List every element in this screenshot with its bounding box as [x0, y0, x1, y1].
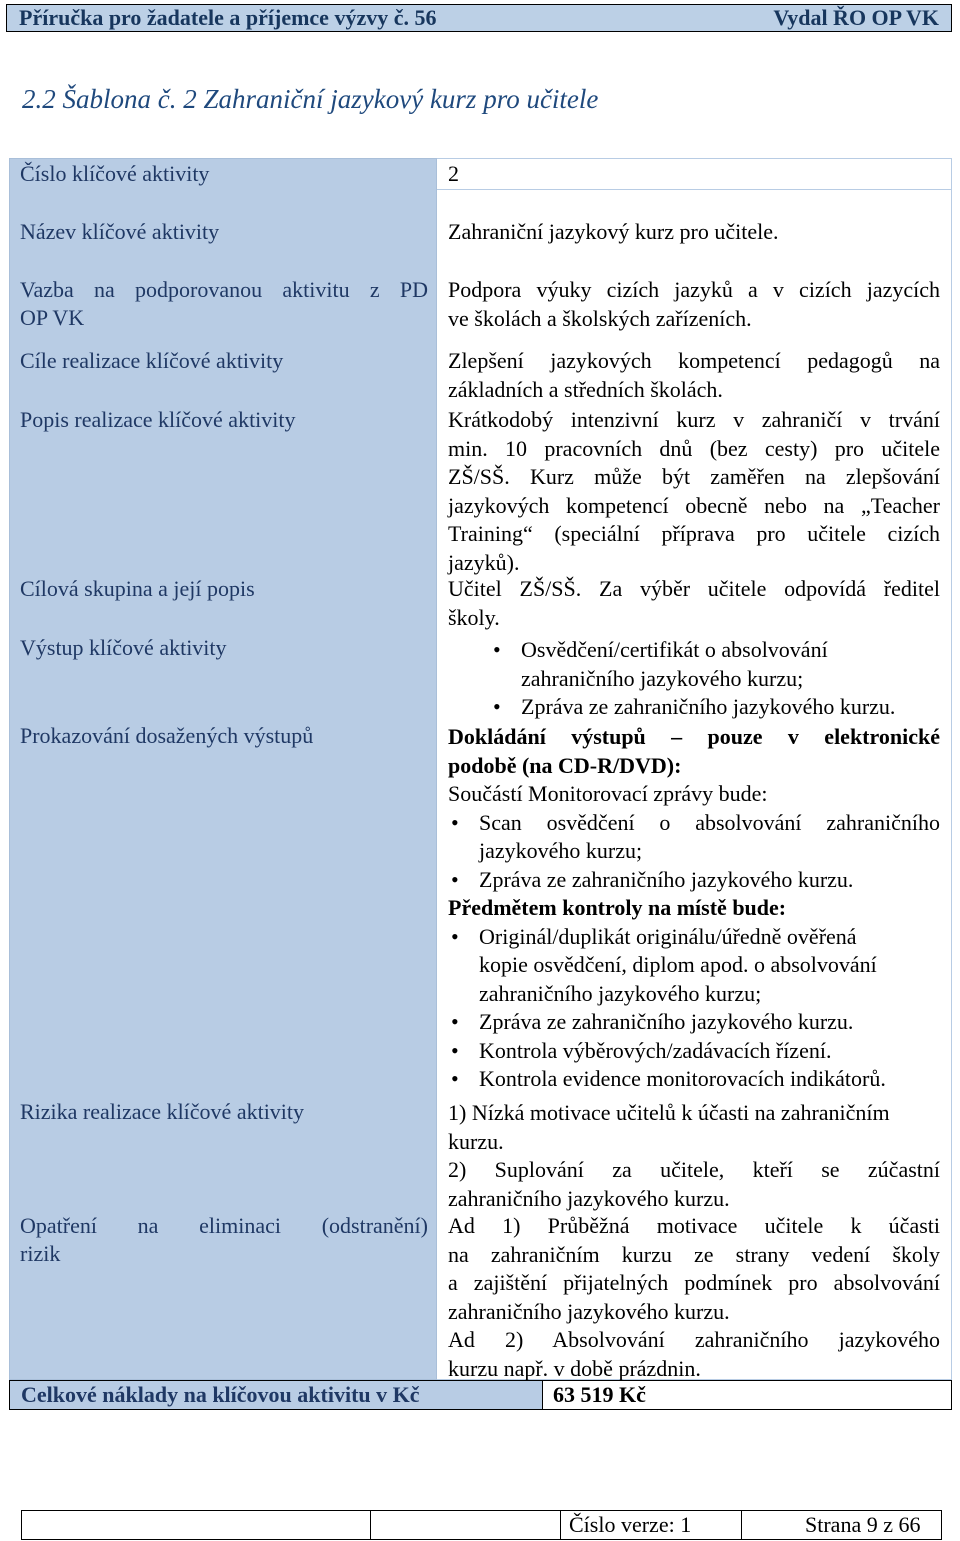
total-cost-row — [9, 1380, 952, 1410]
list-item: • Kontrola výběrových/zadávacích řízení. — [479, 1037, 940, 1066]
section-title: 2.2 Šablona č. 2 Zahraniční jazykový kurz pro učitele — [22, 84, 599, 114]
row-value-rizika: 1) Nízká motivace učitelů k účasti na zahraničním kurzu. 2) Suplování za učitele, kteří se zúčastní zahraničního jazykového kurzu. — [448, 1100, 940, 1211]
total-cost-value: 63 519 Kč — [553, 1382, 646, 1407]
header-publisher: Vydal ŘO OP VK — [773, 5, 939, 30]
list-item: • Zpráva ze zahraničního jazykového kurzu. — [479, 866, 940, 895]
total-cost-label: Celkové náklady na klíčovou aktivitu v Kč — [10, 1381, 543, 1409]
row-label-rizika: Rizika realizace klíčové aktivity — [20, 1099, 305, 1124]
row-label-vystup: Výstup klíčové aktivity — [20, 635, 227, 660]
row-label-cile: Cíle realizace klíčové aktivity — [20, 348, 284, 373]
row-label-cislo: Číslo klíčové aktivity — [20, 161, 210, 186]
row-label-prokazovani: Prokazování dosažených výstupů — [20, 723, 314, 748]
row-label-cilova: Cílová skupina a její popis — [20, 576, 255, 601]
row-value-vazba: Podpora výuky cizích jazyků a v cizích jazycích ve školách a školských zařízeních. — [448, 277, 940, 331]
footer-version: Číslo verze: 1 — [569, 1512, 692, 1537]
list-item: • Originál/duplikát originálu/úředně ověřená kopie osvědčení, diplom apod. o absolvování zahraničního jazykového kurzu; — [479, 923, 940, 1009]
row-value-cile: Zlepšení jazykových kompetencí pedagogů na základních a středních školách. — [448, 348, 940, 402]
header-title: Příručka pro žadatele a příjemce výzvy č. 56 — [19, 5, 437, 30]
list-item: • Osvědčení/certifikát o absolvování zahraničního jazykového kurzu; — [521, 636, 941, 693]
row-value-opatreni: Ad 1) Průběžná motivace učitele k účasti na zahraničním kurzu ze strany vedení školy a zajištění přijatelných podmínek pro absolvování zahraničního jazykového kurzu. Ad 2) Absolvování zahraničního jazykového kurzu např. v době prázdnin. — [448, 1213, 940, 1381]
document-header — [6, 4, 952, 32]
activity-table — [9, 158, 952, 1410]
page-footer — [21, 1510, 942, 1540]
row-value-cislo: 2 — [448, 161, 459, 186]
row-label-popis: Popis realizace klíčové aktivity — [20, 407, 296, 432]
label-column — [9, 158, 437, 1380]
row-value-vystup — [521, 636, 941, 722]
row-label-nazev: Název klíčové aktivity — [20, 219, 220, 244]
footer-cell — [371, 1511, 561, 1539]
footer-page-number: Strana 9 z 66 — [805, 1512, 921, 1537]
row-label-opatreni: Opatření na eliminaci (odstranění) rizik — [20, 1213, 428, 1266]
row-value-prokazovani: Dokládání výstupů – pouze v elektronické podobě (na CD-R/DVD): Součástí Monitorovací zprávy bude: • Scan osvědčení o absolvování zahraničního jazykového kurzu; • Zpráva ze zahraničního jazykového kurzu. Předmětem kontroly na místě bude: • Originál/duplikát originálu/úředně ověřená kopie osvědčení, diplom apod. o absolvování zahraničního jazykového kurzu; • Zpráva ze zahraničního jazykového kurzu. • Kontrola výběrových/zadávacích řízení. • Kontrola evidence monitorovacích indikátorů. — [448, 723, 940, 1094]
row-label-vazba: Vazba na podporovanou aktivitu z PD OP VK — [20, 277, 428, 330]
row-value-popis: Krátkodobý intenzivní kurz v zahraničí v trvání min. 10 pracovních dnů (bez cesty) pro učitele ZŠ/SŠ. Kurz může být zaměřen na zlepšování jazykových kompetencí obecně nebo na „Teacher Training“ (speciální příprava pro učitele cizích jazyků). — [448, 407, 940, 575]
list-item: • Zpráva ze zahraničního jazykového kurzu. — [521, 693, 941, 722]
footer-cell — [22, 1511, 371, 1539]
row-value-nazev: Zahraniční jazykový kurz pro učitele. — [448, 219, 779, 244]
list-item: • Kontrola evidence monitorovacích indikátorů. — [479, 1065, 940, 1094]
list-item: • Scan osvědčení o absolvování zahraničního jazykového kurzu; — [479, 809, 940, 866]
row-divider — [437, 189, 952, 190]
list-item: • Zpráva ze zahraničního jazykového kurzu. — [479, 1008, 940, 1037]
row-value-cilova: Učitel ZŠ/SŠ. Za výběr učitele odpovídá ředitel školy. — [448, 576, 940, 630]
